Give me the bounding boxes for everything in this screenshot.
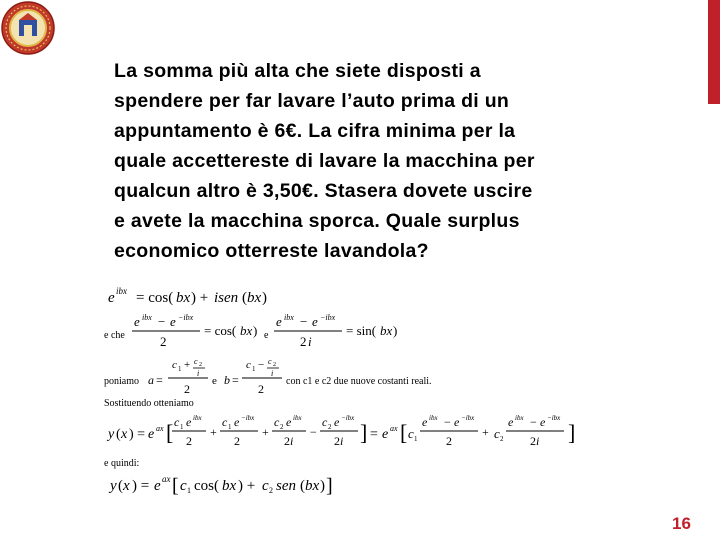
svg-text:2: 2	[334, 434, 340, 448]
constants-substitution	[148, 357, 282, 396]
svg-text:−ibx: −ibx	[341, 414, 355, 422]
svg-text:2: 2	[184, 382, 190, 396]
svg-text:2: 2	[284, 434, 290, 448]
svg-text:1: 1	[228, 423, 232, 431]
svg-text:i: i	[536, 434, 540, 448]
svg-text:(: (	[116, 427, 121, 442]
svg-text:x: x	[121, 427, 128, 442]
svg-text:1: 1	[252, 365, 256, 373]
svg-text:+: +	[184, 359, 191, 371]
svg-text:c: c	[408, 426, 414, 441]
svg-text:e: e	[170, 314, 176, 329]
substitution-formula	[106, 414, 575, 448]
question-line: spendere per far lavare l’auto prima di un	[114, 90, 510, 112]
svg-text:[: [	[172, 475, 179, 497]
svg-text:e: e	[454, 415, 460, 429]
svg-text:c: c	[246, 359, 251, 371]
svg-text:[: [	[400, 420, 408, 445]
page-number: 16	[672, 514, 691, 533]
svg-text:e: e	[334, 415, 340, 429]
sin-formula	[274, 313, 397, 349]
svg-text:) =: ) =	[129, 427, 146, 442]
svg-text:): )	[253, 323, 258, 338]
svg-text:x: x	[123, 478, 130, 494]
svg-text:2: 2	[273, 362, 276, 368]
svg-text:−: −	[158, 314, 166, 329]
svg-text:[: [	[166, 420, 174, 445]
svg-text:y: y	[108, 427, 115, 442]
svg-text:c: c	[180, 478, 187, 494]
svg-text:1: 1	[187, 486, 191, 495]
svg-text:bx: bx	[380, 323, 393, 338]
svg-text:2: 2	[199, 362, 202, 368]
svg-text:bx: bx	[222, 478, 237, 494]
svg-text:cos(: cos(	[194, 478, 219, 494]
svg-text:): )	[262, 290, 267, 306]
text-e: e	[264, 330, 269, 341]
text-sostituendo: Sostituendo otteniamo	[104, 398, 194, 409]
svg-text:c: c	[262, 478, 269, 494]
svg-text:ax: ax	[162, 474, 171, 484]
svg-text:ibx: ibx	[142, 313, 152, 322]
svg-text:= cos(: = cos(	[136, 290, 174, 306]
svg-text:) =: ) =	[132, 478, 150, 494]
svg-text:(: (	[300, 478, 305, 494]
svg-text:]: ]	[326, 475, 333, 497]
svg-text:b: b	[224, 373, 230, 387]
svg-text:c: c	[268, 357, 272, 366]
svg-text:c: c	[222, 415, 228, 429]
svg-text:]: ]	[360, 420, 368, 445]
question-line: e avete la macchina sporca. Quale surplus	[114, 210, 520, 232]
math-derivation	[104, 280, 584, 500]
question-line: appuntamento è 6€. La cifra minima per la	[114, 120, 516, 142]
question-line: economico otterreste lavandola?	[114, 240, 429, 262]
svg-text:c: c	[172, 359, 177, 371]
final-solution	[108, 474, 333, 497]
svg-text:−: −	[530, 415, 537, 429]
svg-text:c: c	[174, 415, 180, 429]
svg-text:1: 1	[178, 365, 182, 373]
svg-text:e: e	[508, 415, 514, 429]
svg-text:2: 2	[258, 382, 264, 396]
svg-text:e: e	[540, 415, 546, 429]
svg-text:y: y	[110, 478, 117, 494]
svg-text:) +: ) +	[238, 478, 256, 494]
svg-text:e: e	[312, 314, 318, 329]
text-e-quindi: e quindi:	[104, 458, 140, 469]
svg-text:=: =	[156, 373, 163, 387]
svg-text:e: e	[382, 427, 389, 442]
svg-text:e: e	[186, 415, 192, 429]
svg-text:−ibx: −ibx	[547, 414, 561, 422]
svg-text:isen: isen	[214, 290, 239, 306]
svg-text:2: 2	[160, 334, 167, 349]
svg-text:ax: ax	[156, 424, 164, 433]
svg-text:a: a	[148, 373, 154, 387]
svg-text:−ibx: −ibx	[178, 313, 194, 322]
text-constants: con c1 e c2 due nuove costanti reali.	[286, 376, 432, 387]
svg-text:−ibx: −ibx	[241, 414, 255, 422]
svg-text:]: ]	[568, 420, 576, 445]
svg-text:e: e	[286, 415, 292, 429]
svg-text:−: −	[310, 425, 317, 439]
svg-text:1: 1	[180, 423, 184, 431]
svg-text:2: 2	[530, 434, 536, 448]
svg-text:+: +	[482, 425, 489, 439]
svg-text:e: e	[154, 478, 161, 494]
svg-text:−: −	[444, 415, 451, 429]
logo	[0, 0, 56, 56]
svg-text:ibx: ibx	[293, 414, 302, 422]
svg-text:e: e	[422, 415, 428, 429]
accent-bar	[708, 0, 720, 104]
svg-text:i: i	[290, 434, 294, 448]
svg-text:ibx: ibx	[284, 313, 294, 322]
svg-text:i: i	[340, 434, 344, 448]
svg-text:e: e	[234, 415, 240, 429]
svg-text:i: i	[197, 369, 200, 378]
svg-text:2: 2	[300, 334, 307, 349]
svg-text:bx: bx	[247, 290, 262, 306]
svg-text:) +: ) +	[191, 290, 209, 306]
svg-text:−: −	[258, 359, 265, 371]
svg-text:c: c	[322, 415, 328, 429]
svg-text:=: =	[232, 373, 239, 387]
svg-text:2: 2	[328, 423, 332, 431]
svg-text:(: (	[118, 478, 123, 494]
svg-text:c: c	[274, 415, 280, 429]
question-text	[114, 56, 674, 266]
svg-text:+: +	[262, 425, 269, 439]
svg-text:= cos(: = cos(	[204, 323, 237, 338]
text-e-che: e che	[104, 330, 125, 341]
svg-text:1: 1	[414, 435, 418, 443]
svg-text:= sin(: = sin(	[346, 323, 377, 338]
svg-text:): )	[393, 323, 398, 338]
svg-text:c: c	[494, 426, 500, 441]
svg-text:ibx: ibx	[429, 414, 438, 422]
svg-text:−ibx: −ibx	[320, 313, 336, 322]
svg-text:e: e	[108, 290, 115, 306]
svg-text:2: 2	[269, 486, 273, 495]
svg-text:bx: bx	[176, 290, 191, 306]
text-poniamo: poniamo	[104, 376, 139, 387]
svg-text:e: e	[276, 314, 282, 329]
svg-text:c: c	[194, 357, 198, 366]
svg-text:bx: bx	[305, 478, 320, 494]
university-seal-icon	[0, 0, 56, 56]
svg-text:i: i	[308, 334, 312, 349]
question-line: quale accettereste di lavare la macchina per	[114, 150, 535, 172]
svg-text:e: e	[148, 427, 155, 442]
svg-text:−ibx: −ibx	[461, 414, 475, 422]
svg-text:2: 2	[280, 423, 284, 431]
svg-text:+: +	[210, 425, 217, 439]
svg-text:(: (	[242, 290, 247, 306]
svg-text:2: 2	[446, 434, 452, 448]
svg-text:bx: bx	[240, 323, 253, 338]
svg-text:2: 2	[500, 435, 504, 443]
svg-text:−: −	[300, 314, 308, 329]
cos-formula	[132, 313, 257, 349]
svg-text:=: =	[370, 427, 378, 442]
euler-formula	[108, 286, 267, 306]
svg-text:e: e	[134, 314, 140, 329]
svg-text:ibx: ibx	[515, 414, 524, 422]
svg-text:): )	[320, 478, 325, 494]
question-line: La somma più alta che siete disposti a	[114, 60, 481, 82]
svg-text:ibx: ibx	[193, 414, 202, 422]
svg-text:i: i	[271, 369, 274, 378]
svg-text:2: 2	[186, 434, 192, 448]
svg-text:ax: ax	[390, 424, 398, 433]
svg-text:2: 2	[234, 434, 240, 448]
svg-text:e: e	[212, 375, 217, 387]
svg-text:sen: sen	[276, 478, 296, 494]
svg-text:ibx: ibx	[116, 286, 127, 296]
question-line: qualcun altro è 3,50€. Stasera dovete uscire	[114, 180, 533, 202]
